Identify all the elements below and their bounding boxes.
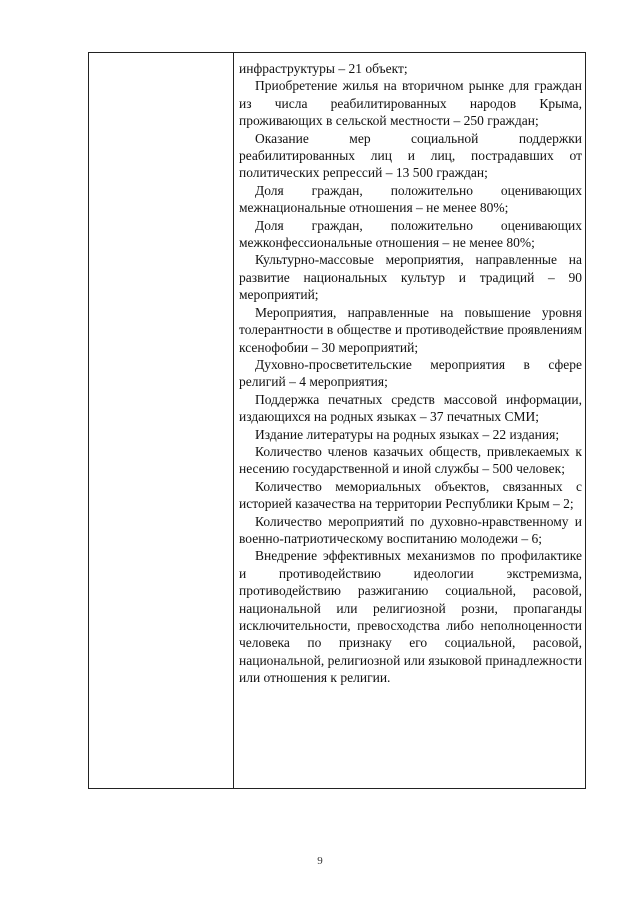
paragraph-housing: Приобретение жилья на вторичном рынке для граждан из числа реабилитированных народов Крыма, проживающих в сельской местности – 250 граждан;	[239, 78, 582, 129]
paragraph-print-media: Поддержка печатных средств массовой информации, издающихся на родных языках – 37 печатных СМИ;	[239, 391, 582, 425]
document-table	[88, 52, 586, 789]
paragraph-cossack-members: Количество членов казачьих обществ, привлекаемых к несению государственной и иной службы – 500 человек;	[239, 443, 582, 477]
page-number: 9	[317, 855, 323, 867]
paragraph-social-support: Оказание мер социальной поддержки реабилитированных лиц и лиц, пострадавших от политических репрессий – 13 500 граждан;	[239, 130, 582, 181]
paragraph-cultural-events: Культурно-массовые мероприятия, направленные на развитие национальных культур и традиций – 90 мероприятий;	[239, 252, 582, 303]
paragraph-youth-events: Количество мероприятий по духовно-нравственному и военно-патриотическому воспитанию молодежи – 6;	[239, 513, 582, 546]
paragraph-interfaith-share: Доля граждан, положительно оценивающих межконфессиональные отношения – не менее 80%;	[239, 217, 582, 251]
paragraph-interethnic-share: Доля граждан, положительно оценивающих межнациональные отношения – не менее 80%;	[239, 182, 582, 216]
paragraph-extremism-prevention: Внедрение эффективных механизмов по профилактике и противодействию идеологии экстремизма, противодействию разжиганию социальной, расовой, национальной или религиозной розни, пропаганды исключительности, превосходства либо неполноценности человека по признаку его социальной, расовой, национальной, религиозной или языковой принадлежности или отношения к религии.	[239, 548, 582, 686]
paragraph-tolerance-events: Мероприятия, направленные на повышение уровня толерантности в обществе и противодействие проявлениям ксенофобии – 30 мероприятий;	[239, 304, 582, 355]
paragraph-memorial-objects: Количество мемориальных объектов, связанных с историей казачества на территории Республики Крым – 2;	[239, 478, 582, 512]
paragraph-infrastructure: инфраструктуры – 21 объект;	[239, 61, 408, 76]
paragraph-literature: Издание литературы на родных языках – 22 издания;	[255, 426, 560, 442]
paragraph-religious-events: Духовно-просветительские мероприятия в сфере религий – 4 мероприятия;	[239, 356, 582, 390]
table-right-cell	[239, 60, 582, 687]
table-left-cell	[89, 53, 234, 788]
